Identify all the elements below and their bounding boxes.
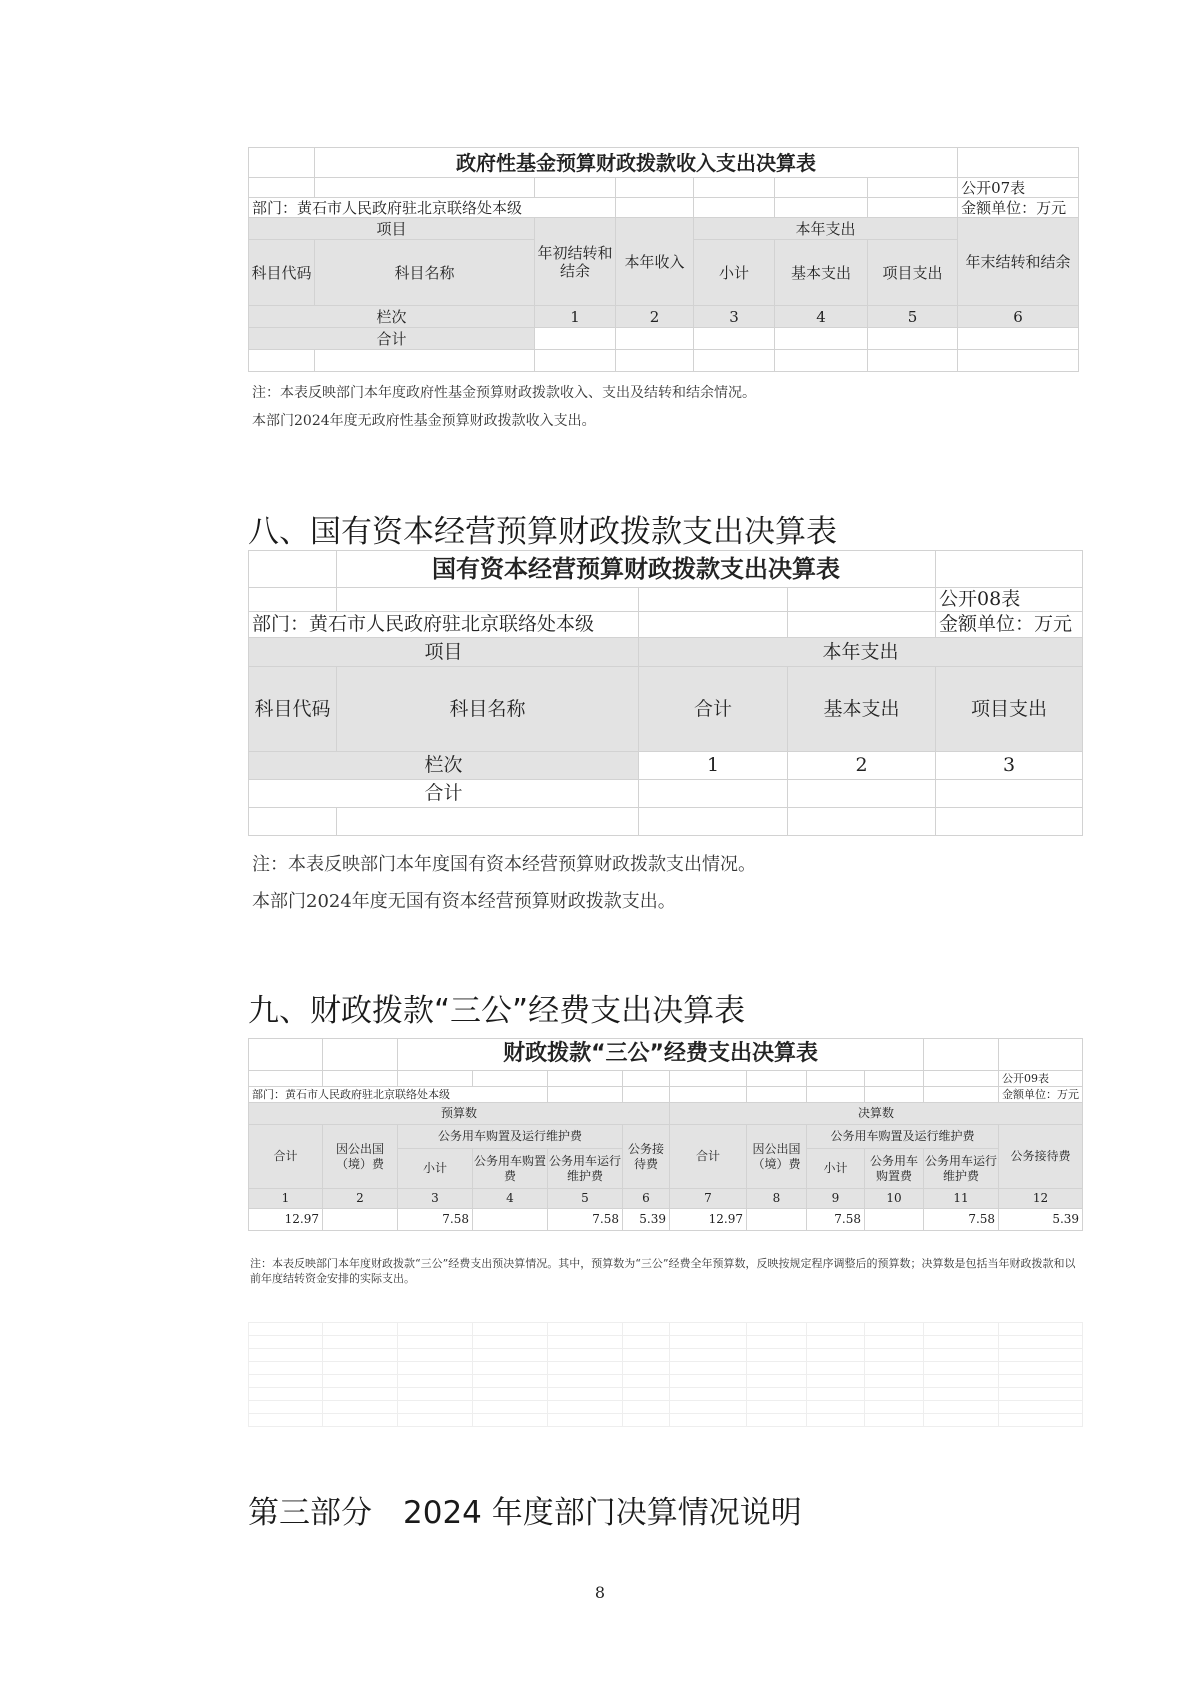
column-number: 2 (616, 306, 694, 328)
header-car-purchase: 公务用车购置费 (865, 1149, 924, 1189)
table-code: 公开08表 (936, 588, 1083, 612)
table-three-public (248, 1038, 1083, 1231)
value-cell (323, 1209, 398, 1231)
column-number: 4 (473, 1189, 548, 1209)
empty-grid (248, 1322, 1083, 1427)
department-label: 部门：黄石市人民政府驻北京联络处本级 (249, 198, 616, 218)
table-title: 国有资本经营预算财政拨款支出决算表 (337, 551, 936, 588)
header-item: 项目 (249, 638, 639, 667)
section-8-heading: 八、国有资本经营预算财政拨款支出决算表 (248, 514, 837, 550)
value-cell (747, 1209, 807, 1231)
value-cell: 5.39 (623, 1209, 670, 1231)
header-subject-code: 科目代码 (249, 240, 315, 306)
column-number: 6 (958, 306, 1079, 328)
table7-note-empty: 本部门2024年度无政府性基金预算财政拨款收入支出。 (252, 413, 596, 429)
unit-label: 金额单位：万元 (999, 1087, 1083, 1103)
header-total: 合计 (249, 1125, 323, 1189)
table-title: 政府性基金预算财政拨款收入支出决算表 (315, 148, 958, 178)
column-number: 1 (535, 306, 616, 328)
header-subtotal: 小计 (398, 1149, 473, 1189)
header-budget: 预算数 (249, 1103, 670, 1125)
unit-label: 金额单位：万元 (936, 612, 1083, 638)
header-project: 项目支出 (936, 667, 1083, 752)
header-basic: 基本支出 (788, 667, 936, 752)
header-end-balance: 年末结转和结余 (958, 218, 1079, 306)
column-number: 1 (639, 752, 788, 780)
column-number: 3 (694, 306, 775, 328)
header-subtotal: 小计 (694, 240, 775, 306)
header-subject-name: 科目名称 (337, 667, 639, 752)
total-label: 合计 (249, 328, 535, 350)
value-cell: 12.97 (670, 1209, 747, 1231)
column-number: 2 (323, 1189, 398, 1209)
header-total: 合计 (639, 667, 788, 752)
table-state-capital (248, 550, 1083, 836)
header-income: 本年收入 (616, 218, 694, 306)
value-cell (865, 1209, 924, 1231)
table-title: 财政拨款“三公”经费支出决算表 (398, 1039, 924, 1071)
table-government-fund (248, 147, 1079, 372)
column-label: 栏次 (249, 306, 535, 328)
header-final: 决算数 (670, 1103, 1083, 1125)
table8-note-empty: 本部门2024年度无国有资本经营预算财政拨款支出。 (252, 891, 676, 912)
column-number: 3 (398, 1189, 473, 1209)
header-car: 公务用车购置及运行维护费 (807, 1125, 999, 1149)
page-number: 8 (594, 1583, 606, 1602)
header-abroad: 因公出国（境）费 (747, 1125, 807, 1189)
header-expense: 本年支出 (639, 638, 1083, 667)
column-number: 5 (548, 1189, 623, 1209)
column-number: 11 (924, 1189, 999, 1209)
column-number: 2 (788, 752, 936, 780)
column-number: 12 (999, 1189, 1083, 1209)
value-cell: 7.58 (924, 1209, 999, 1231)
part-3-heading: 第三部分 2024 年度部门决算情况说明 (248, 1495, 802, 1531)
header-item: 项目 (249, 218, 535, 240)
value-cell: 12.97 (249, 1209, 323, 1231)
value-cell: 7.58 (398, 1209, 473, 1231)
table9-note: 注：本表反映部门本年度财政拨款“三公”经费支出预决算情况。其中，预算数为“三公”经费全年预算数，反映按规定程序调整后的预算数；决算数是包括当年财政拨款和以前年度结转资金安排的实际支出。 (250, 1257, 1076, 1285)
header-reception: 公务接待费 (623, 1125, 670, 1189)
value-cell: 5.39 (999, 1209, 1083, 1231)
total-label: 合计 (249, 780, 639, 808)
header-project: 项目支出 (868, 240, 958, 306)
column-number: 1 (249, 1189, 323, 1209)
value-cell: 7.58 (807, 1209, 865, 1231)
header-begin-balance: 年初结转和结余 (535, 218, 616, 306)
table-code: 公开09表 (999, 1071, 1083, 1087)
table8-note: 注：本表反映部门本年度国有资本经营预算财政拨款支出情况。 (252, 854, 756, 875)
column-number: 7 (670, 1189, 747, 1209)
section-9-heading: 九、财政拨款“三公”经费支出决算表 (248, 993, 746, 1029)
column-number: 6 (623, 1189, 670, 1209)
header-reception: 公务接待费 (999, 1125, 1083, 1189)
department-label: 部门：黄石市人民政府驻北京联络处本级 (249, 1087, 548, 1103)
table-code: 公开07表 (958, 178, 1079, 198)
column-number: 5 (868, 306, 958, 328)
column-label: 栏次 (249, 752, 639, 780)
column-number: 9 (807, 1189, 865, 1209)
department-label: 部门：黄石市人民政府驻北京联络处本级 (249, 612, 639, 638)
header-total: 合计 (670, 1125, 747, 1189)
header-car: 公务用车购置及运行维护费 (398, 1125, 623, 1149)
header-basic: 基本支出 (775, 240, 868, 306)
header-subject-code: 科目代码 (249, 667, 337, 752)
header-car-operation: 公务用车运行维护费 (924, 1149, 999, 1189)
column-number: 10 (865, 1189, 924, 1209)
header-abroad: 因公出国（境）费 (323, 1125, 398, 1189)
header-subject-name: 科目名称 (315, 240, 535, 306)
header-car-purchase: 公务用车购置费 (473, 1149, 548, 1189)
header-car-operation: 公务用车运行维护费 (548, 1149, 623, 1189)
column-number: 3 (936, 752, 1083, 780)
table7-note: 注：本表反映部门本年度政府性基金预算财政拨款收入、支出及结转和结余情况。 (252, 385, 756, 401)
header-expense: 本年支出 (694, 218, 958, 240)
column-number: 4 (775, 306, 868, 328)
value-cell (473, 1209, 548, 1231)
column-number: 8 (747, 1189, 807, 1209)
value-cell: 7.58 (548, 1209, 623, 1231)
header-subtotal: 小计 (807, 1149, 865, 1189)
unit-label: 金额单位：万元 (958, 198, 1079, 218)
